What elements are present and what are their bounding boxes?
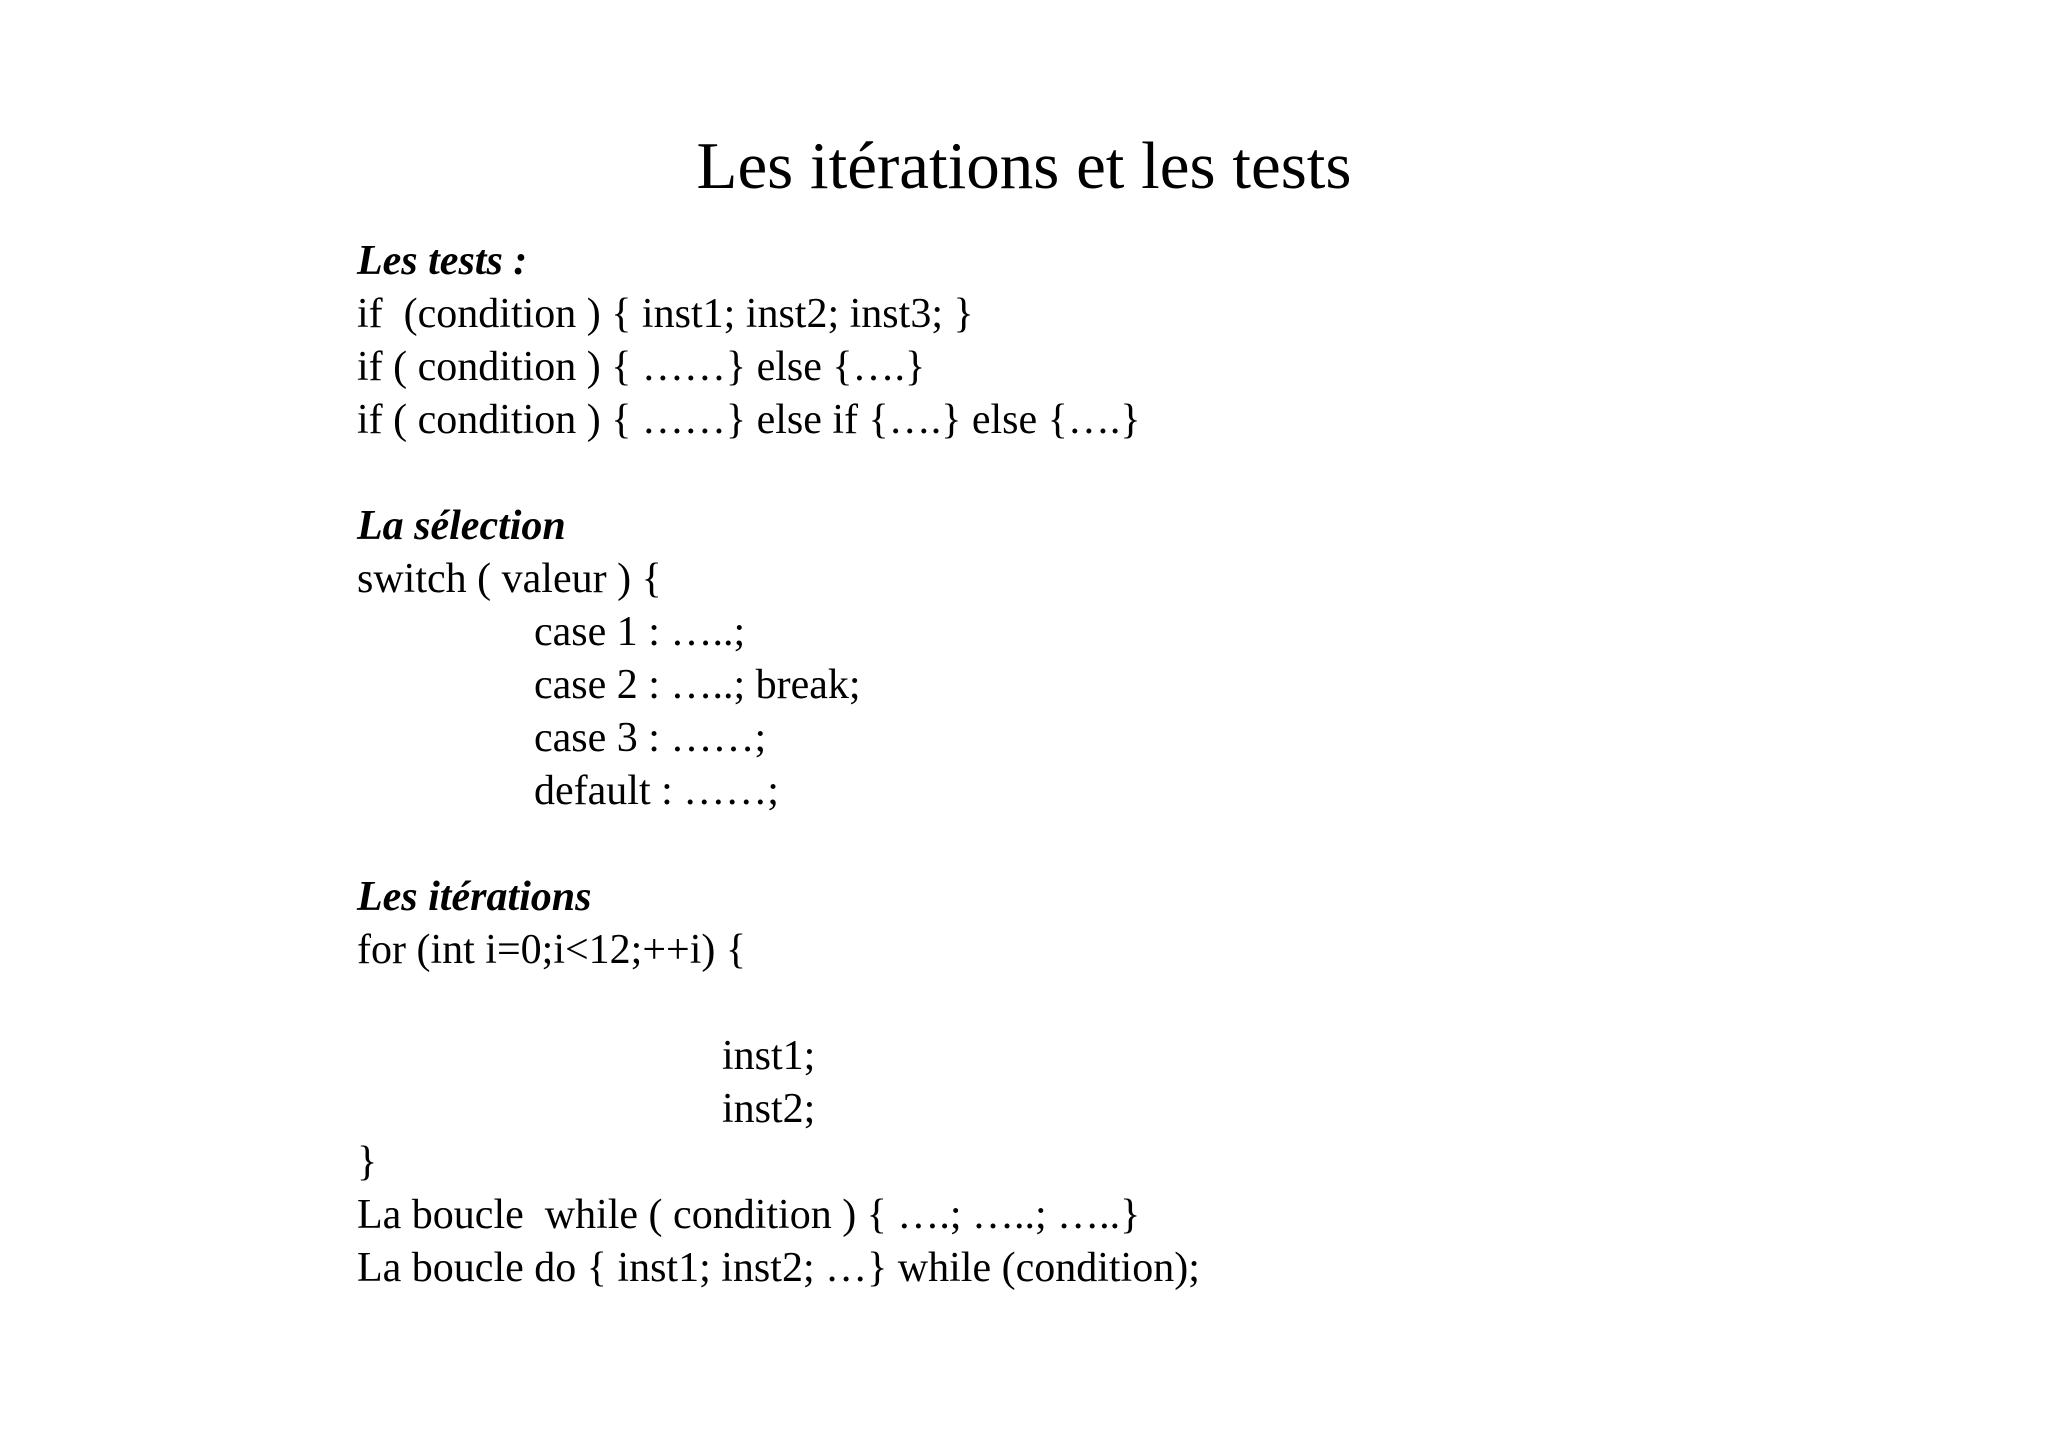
code-line-while: La boucle while ( condition ) { ….; …..; …..} [357,1192,1141,1238]
code-line-closing-brace: } [357,1139,378,1185]
code-line-inst2: inst2; [722,1086,816,1132]
code-line-case-3: case 3 : ……; [534,715,767,761]
code-line-if-else: if ( condition ) { ……} else {….} [357,344,926,390]
code-line-inst1: inst1; [722,1033,816,1079]
code-line-case-1: case 1 : …..; [534,609,746,655]
slide-title: Les itérations et les tests [696,129,1352,203]
section-heading-selection: La sélection [357,503,566,549]
section-heading-tests: Les tests : [357,238,528,284]
code-line-do-while: La boucle do { inst1; inst2; …} while (condition); [357,1245,1200,1291]
section-heading-iterations: Les itérations [357,874,592,920]
code-line-if-else-if: if ( condition ) { ……} else if {….} else {….} [357,397,1141,443]
code-line-default: default : ……; [534,768,779,814]
code-line-for: for (int i=0;i<12;++i) { [357,927,747,973]
code-line-switch: switch ( valeur ) { [357,556,662,602]
code-line-case-2: case 2 : …..; break; [534,662,861,708]
code-line-if-simple: if (condition ) { inst1; inst2; inst3; } [357,291,974,337]
